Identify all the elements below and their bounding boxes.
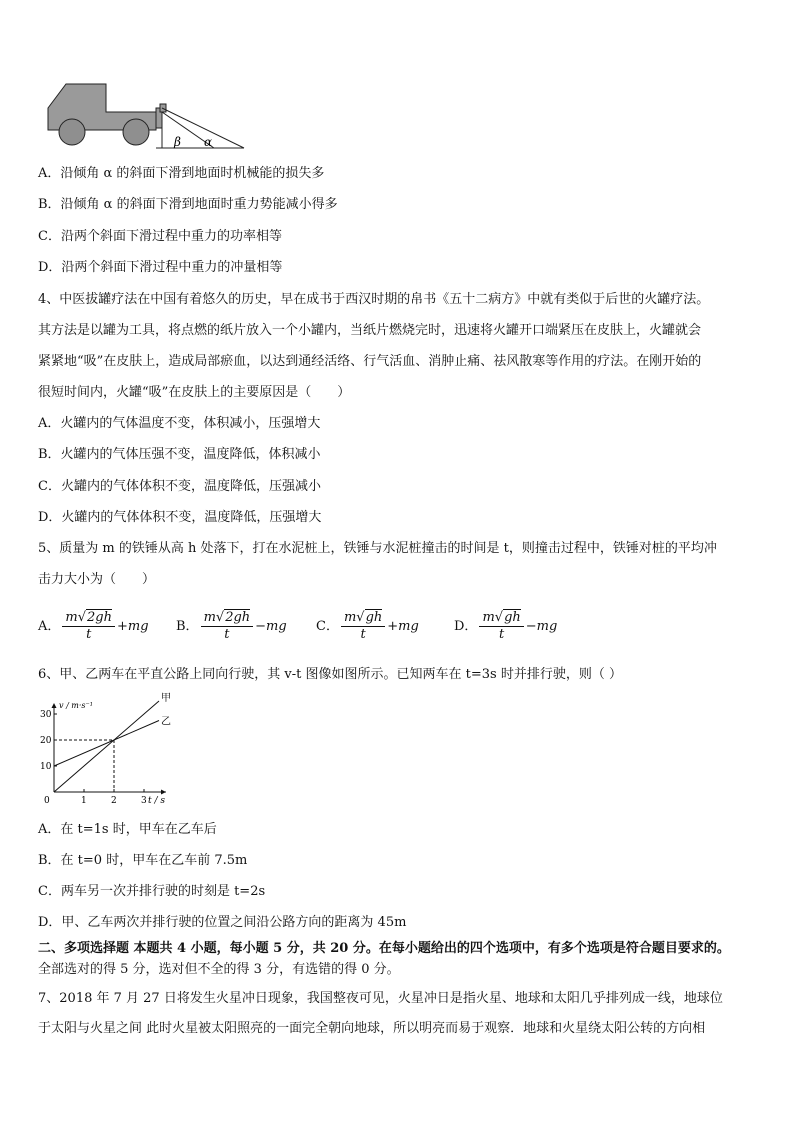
q5-option-d: D． $\frac{m√gh}{t}$ −mg — [454, 610, 558, 642]
q7-stem-line-1: 7、2018 年 7 月 27 日将发生火星冲日现象，我国整夜可见，火星冲日是指火星、地球和太阳几乎排列成一线，地球位 — [38, 991, 723, 1006]
q3-option-a: A．沿倾角 α 的斜面下滑到地面时机械能的损失多 — [38, 166, 325, 181]
y-axis-label: v / m·s⁻¹ — [59, 701, 93, 710]
q6-option-a: A．在 t=1s 时，甲车在乙车后 — [38, 822, 217, 837]
q4-stem-line-2: 其方法是以罐为工具，将点燃的纸片放入一个小罐内，当纸片燃烧完时，迅速将火罐开口端紧压在皮肤上，火罐就会 — [38, 323, 702, 338]
q6-stem: 6、甲、乙两车在平直公路上同向行驶，其 v-t 图像如图所示。已知两车在 t=3s 时并排行驶，则（ ） — [38, 667, 622, 682]
truck-incline-figure — [44, 78, 244, 154]
x-tick-label: 2 — [111, 796, 117, 806]
q6-option-b: B．在 t=0 时，甲车在乙车前 7.5m — [38, 853, 248, 868]
x-tick-label: 3 — [141, 796, 147, 806]
q5-stem-line-2: 击力大小为（ ） — [38, 572, 156, 587]
q7-stem-line-2: 于太阳与火星之间 此时火星被太阳照亮的一面完全朝向地球，所以明亮而易于观察．地球和火星绕太阳公转的方向相 — [38, 1021, 706, 1036]
y-axis-arrow — [52, 703, 57, 708]
origin-label: 0 — [44, 796, 50, 806]
q5-option-c: C． $\frac{m√gh}{t}$ +mg — [316, 610, 419, 642]
beta-label: β — [174, 135, 181, 149]
q6-option-c: C．两车另一次并排行驶的时刻是 t=2s — [38, 884, 266, 899]
y-tick-label: 30 — [40, 710, 52, 720]
q3-option-b: B．沿倾角 α 的斜面下滑到地面时重力势能减小得多 — [38, 197, 338, 212]
series-label-2: 乙 — [161, 716, 171, 728]
q4-option-c: C．火罐内的气体体积不变，温度降低，压强减小 — [38, 479, 321, 494]
q4-stem-line-1: 4、中医拔罐疗法在中国有着悠久的历史，早在成书于西汉时期的帛书《五十二病方》中就有类似于后世的火罐疗法。 — [38, 292, 710, 307]
q6-option-d: D．甲、乙车两次并排行驶的位置之间沿公路方向的距离为 45m — [38, 915, 407, 930]
y-tick-label: 20 — [40, 736, 52, 746]
q5-stem-line-1: 5、质量为 m 的铁锤从高 h 处落下，打在水泥桩上，铁锤与水泥桩撞击的时间是 t，则撞击过程中，铁锤对桩的平均冲 — [38, 541, 717, 556]
q4-option-d: D．火罐内的气体体积不变，温度降低，压强增大 — [38, 510, 322, 525]
x-axis-label: t / s — [148, 796, 165, 806]
q3-option-d: D．沿两个斜面下滑过程中重力的冲量相等 — [38, 260, 283, 275]
q4-option-b: B．火罐内的气体压强不变，温度降低，体积减小 — [38, 447, 321, 462]
section2-line-1: 二、多项选择题 本题共 4 小题，每小题 5 分，共 20 分。在每小题给出的四个选项中，有多个选项是符合题目要求的。 — [38, 941, 730, 956]
q4-option-a: A．火罐内的气体温度不变，体积减小，压强增大 — [38, 416, 321, 431]
vt-chart — [38, 693, 198, 806]
x-tick-label: 1 — [81, 796, 87, 806]
q5-option-b: B． $\frac{m√2gh}{t}$ −mg — [176, 610, 287, 642]
section2-line-2: 全部选对的得 5 分，选对但不全的得 3 分，有选错的得 0 分。 — [38, 962, 400, 977]
alpha-label: α — [204, 135, 213, 149]
q3-option-c: C．沿两个斜面下滑过程中重力的功率相等 — [38, 229, 282, 244]
q5-option-a: A． $\frac{m√2gh}{t}$ +mg — [38, 610, 149, 642]
y-tick-label: 10 — [40, 762, 52, 772]
series-label-1: 甲 — [161, 693, 171, 704]
series-line-1 — [54, 701, 159, 792]
q4-stem-line-3: 紧紧地“吸”在皮肤上，造成局部瘀血，以达到通经活络、行气活血、消肿止痛、祛风散寒等作用的疗法。在刚开始的 — [38, 354, 702, 369]
x-axis-arrow — [161, 790, 166, 795]
series-line-2 — [54, 721, 159, 767]
q4-stem-line-4: 很短时间内，火罐“吸”在皮肤上的主要原因是（ ） — [38, 385, 351, 400]
